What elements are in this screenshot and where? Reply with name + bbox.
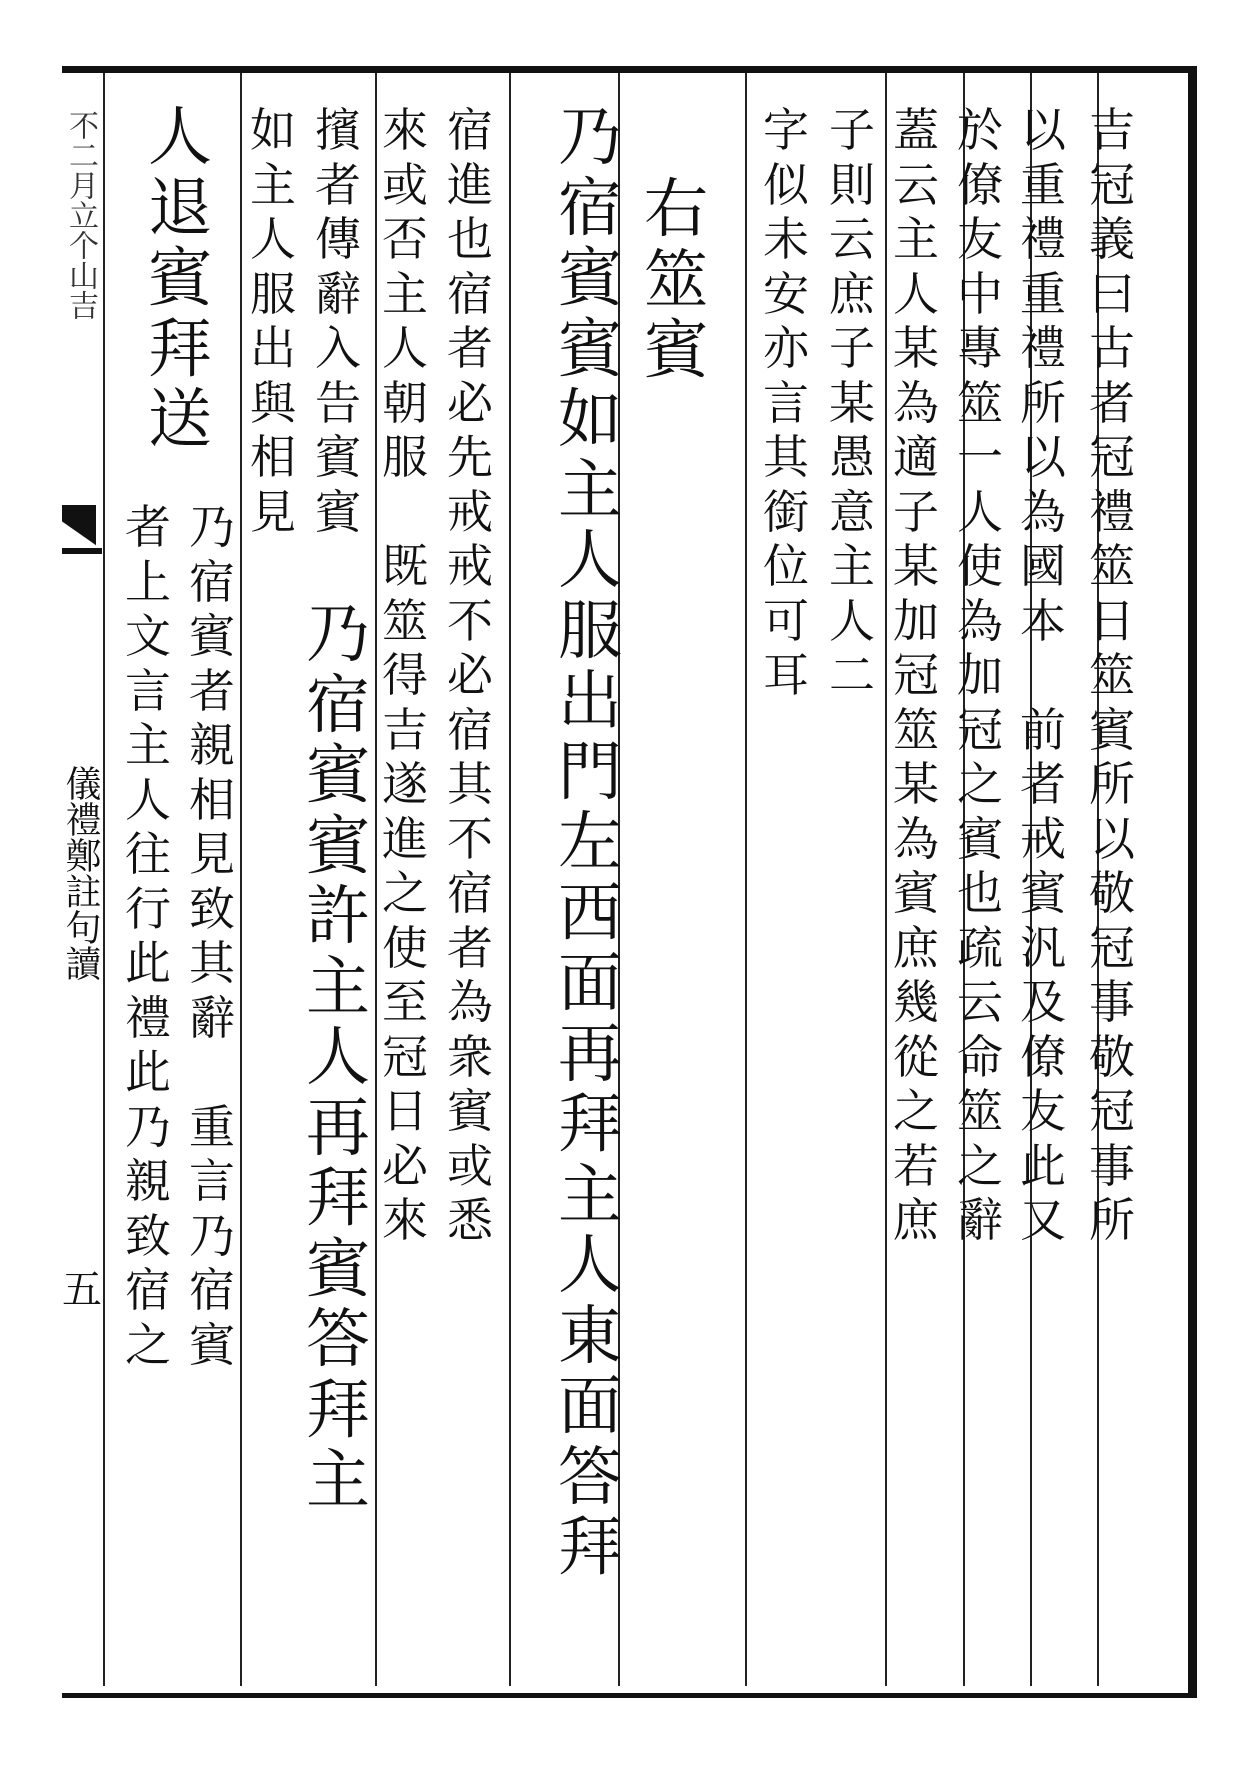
glyph: 意 <box>829 484 875 539</box>
glyph: 宿 <box>447 702 493 757</box>
glyph: 冠 <box>1089 920 1135 975</box>
glyph: 汎 <box>1020 920 1066 975</box>
glyph: 所 <box>1020 375 1066 430</box>
glyph: 門 <box>558 735 622 810</box>
glyph: 拜 <box>148 312 212 387</box>
glyph: 所 <box>1089 1193 1135 1247</box>
glyph <box>382 485 428 540</box>
glyph: 往 <box>125 827 171 881</box>
glyph: 吉 <box>1089 103 1135 157</box>
glyph: 或 <box>382 157 428 212</box>
glyph: 既 <box>382 539 428 593</box>
glyph: 賓 <box>306 1232 370 1307</box>
glyph: 所 <box>1089 757 1135 811</box>
glyph: 來 <box>382 1193 428 1247</box>
glyph: 筮 <box>957 1084 1003 1138</box>
glyph: 人 <box>382 321 428 375</box>
glyph: 從 <box>893 1029 939 1084</box>
glyph: 加 <box>957 648 1003 702</box>
text-column-c5 <box>825 103 879 703</box>
glyph: 此 <box>125 936 171 990</box>
glyph: 冠 <box>1089 430 1135 484</box>
glyph: 敬 <box>1089 1029 1135 1084</box>
glyph: 賓 <box>1020 866 1066 920</box>
glyph: 否 <box>382 212 428 266</box>
glyph: 主 <box>250 157 296 212</box>
glyph: 又 <box>1020 1193 1066 1247</box>
glyph: 使 <box>382 920 428 975</box>
glyph: 於 <box>957 103 1003 157</box>
glyph: 以 <box>1020 103 1066 157</box>
glyph: 重 <box>1020 157 1066 212</box>
text-column-c13 <box>144 103 216 456</box>
glyph: 宿 <box>447 266 493 321</box>
glyph: 賓 <box>315 484 361 539</box>
glyph: 宿 <box>189 554 235 609</box>
glyph: 適 <box>893 430 939 484</box>
glyph: 者 <box>1020 757 1066 811</box>
glyph: 服 <box>250 266 296 321</box>
glyph: 云 <box>893 157 939 212</box>
glyph: 冠 <box>957 702 1003 757</box>
glyph: 愚 <box>829 430 875 484</box>
glyph: 未 <box>763 212 809 266</box>
glyph: 朝 <box>382 375 428 430</box>
glyph: 本 <box>1020 593 1066 648</box>
glyph: 之 <box>957 1138 1003 1193</box>
glyph: 不 <box>447 593 493 648</box>
glyph: 冠 <box>1089 157 1135 212</box>
glyph: 賓 <box>957 811 1003 866</box>
glyph: 可 <box>763 593 809 648</box>
glyph: 筮 <box>1089 539 1135 593</box>
glyph: 筮 <box>644 243 708 318</box>
glyph: 前 <box>1020 702 1066 757</box>
glyph: 相 <box>250 430 296 484</box>
text-column-c11b <box>302 600 374 1517</box>
glyph: 某 <box>829 375 875 430</box>
glyph: 似 <box>763 157 809 212</box>
glyph: 入 <box>315 321 361 375</box>
glyph: 日 <box>382 1084 428 1138</box>
glyph: 使 <box>957 539 1003 593</box>
text-column-c4 <box>889 103 943 1248</box>
glyph: 古 <box>1089 321 1135 375</box>
text-column-c10 <box>378 103 432 1248</box>
glyph: 事 <box>1089 975 1135 1029</box>
glyph: 必 <box>447 648 493 702</box>
glyph: 賓 <box>306 739 370 813</box>
glyph: 筮 <box>893 702 939 757</box>
glyph: 不 <box>447 811 493 866</box>
glyph: 人 <box>893 266 939 321</box>
glyph: 乃 <box>189 1208 235 1263</box>
text-column-c12 <box>246 103 300 539</box>
glyph: 主 <box>306 950 370 1025</box>
glyph: 加 <box>893 593 939 648</box>
glyph: 命 <box>957 1029 1003 1084</box>
glyph: 拜 <box>306 1162 370 1236</box>
glyph: 出 <box>558 665 622 739</box>
glyph: 重 <box>189 1099 235 1154</box>
glyph: 必 <box>447 375 493 430</box>
glyph: 為 <box>957 593 1003 648</box>
glyph: 服 <box>558 594 622 669</box>
glyph: 以 <box>1089 811 1135 866</box>
glyph: 宿 <box>558 171 622 246</box>
glyph: 答 <box>558 1440 622 1515</box>
glyph: 字 <box>763 103 809 157</box>
glyph: 上 <box>125 554 171 609</box>
glyph: 庶 <box>893 920 939 975</box>
column-rule <box>240 73 242 1686</box>
glyph: 也 <box>957 866 1003 920</box>
glyph: 面 <box>558 1370 622 1444</box>
glyph: 進 <box>447 157 493 212</box>
glyph: 人 <box>125 772 171 827</box>
glyph: 禮 <box>125 990 171 1045</box>
glyph: 筮 <box>382 593 428 648</box>
text-column-c15 <box>121 500 175 1372</box>
glyph: 乃 <box>558 101 622 175</box>
glyph: 筮 <box>957 375 1003 430</box>
glyph: 至 <box>382 975 428 1029</box>
glyph: 某 <box>893 321 939 375</box>
glyph: 人 <box>558 524 622 598</box>
glyph: 庶 <box>829 266 875 321</box>
glyph: 賓 <box>1089 702 1135 757</box>
glyph: 及 <box>1020 975 1066 1029</box>
glyph: 為 <box>447 975 493 1029</box>
glyph: 乃 <box>189 500 235 554</box>
glyph: 其 <box>189 936 235 990</box>
glyph: 親 <box>125 1154 171 1208</box>
glyph: 主 <box>382 266 428 321</box>
column-rule <box>885 73 887 1686</box>
glyph: 傳 <box>315 212 361 266</box>
glyph: 者 <box>447 920 493 975</box>
glyph: 冠 <box>1089 1084 1135 1138</box>
glyph: 其 <box>763 430 809 484</box>
glyph: 告 <box>315 375 361 430</box>
glyph: 日 <box>1089 593 1135 648</box>
glyph: 人 <box>306 1021 370 1095</box>
text-column-c9 <box>443 103 497 1248</box>
glyph: 服 <box>382 430 428 484</box>
glyph: 拜 <box>306 1373 370 1448</box>
glyph: 宿 <box>125 1263 171 1317</box>
glyph: 再 <box>306 1091 370 1166</box>
glyph: 賓 <box>315 430 361 484</box>
glyph: 主 <box>558 1158 622 1233</box>
glyph: 人 <box>558 1229 622 1303</box>
glyph: 親 <box>189 718 235 772</box>
glyph: 擯 <box>315 103 361 157</box>
glyph: 之 <box>382 866 428 920</box>
glyph: 主 <box>893 212 939 266</box>
glyph: 也 <box>447 212 493 266</box>
glyph: 禮 <box>1020 321 1066 375</box>
text-column-c2 <box>1016 103 1070 1248</box>
glyph: 冠 <box>382 1029 428 1084</box>
glyph: 遂 <box>382 757 428 811</box>
glyph: 子 <box>829 321 875 375</box>
glyph: 宿 <box>189 1263 235 1317</box>
glyph: 禮 <box>1020 212 1066 266</box>
glyph: 云 <box>957 975 1003 1029</box>
glyph: 賓 <box>306 809 370 884</box>
glyph: 事 <box>1089 1138 1135 1193</box>
folio-number: 五 <box>62 1267 102 1313</box>
glyph: 為 <box>893 811 939 866</box>
glyph: 賓 <box>148 242 212 316</box>
glyph: 友 <box>957 212 1003 266</box>
glyph: 與 <box>250 375 296 430</box>
glyph: 送 <box>148 383 212 457</box>
glyph: 來 <box>382 103 428 157</box>
text-column-c3 <box>953 103 1007 1248</box>
glyph: 賓 <box>644 314 708 388</box>
glyph: 安 <box>763 266 809 321</box>
glyph: 中 <box>957 266 1003 321</box>
margin-top-glyphs: 不二月立个山吉 <box>63 110 98 320</box>
glyph: 疏 <box>957 920 1003 975</box>
glyph: 之 <box>957 757 1003 811</box>
glyph: 悉 <box>447 1193 493 1247</box>
glyph: 相 <box>189 772 235 827</box>
text-column-c14 <box>185 500 239 1372</box>
fold-rule <box>62 548 102 554</box>
glyph: 一 <box>957 430 1003 484</box>
glyph: 致 <box>125 1208 171 1263</box>
glyph: 重 <box>1020 266 1066 321</box>
glyph: 退 <box>148 171 212 246</box>
glyph: 僚 <box>957 157 1003 212</box>
glyph: 戒 <box>1020 811 1066 866</box>
glyph: 冠 <box>893 648 939 702</box>
glyph: 必 <box>382 1138 428 1193</box>
glyph: 致 <box>189 881 235 936</box>
book-title: 儀禮鄭註句讀 <box>60 765 101 981</box>
glyph: 蓋 <box>893 103 939 157</box>
glyph: 此 <box>125 1045 171 1099</box>
glyph: 見 <box>189 827 235 881</box>
glyph: 敬 <box>1089 866 1135 920</box>
glyph: 為 <box>1020 484 1066 539</box>
glyph: 宿 <box>447 103 493 157</box>
glyph: 吉 <box>382 702 428 757</box>
glyph: 言 <box>125 663 171 718</box>
glyph: 賓 <box>558 312 622 387</box>
glyph: 子 <box>829 103 875 157</box>
glyph: 位 <box>763 539 809 593</box>
glyph: 文 <box>125 609 171 663</box>
glyph: 云 <box>829 212 875 266</box>
glyph: 者 <box>125 500 171 554</box>
glyph: 人 <box>829 593 875 648</box>
glyph: 左 <box>558 806 622 880</box>
glyph: 言 <box>189 1154 235 1208</box>
glyph: 再 <box>558 1017 622 1092</box>
glyph: 辭 <box>315 266 361 321</box>
glyph: 宿 <box>447 866 493 920</box>
glyph: 見 <box>250 484 296 539</box>
glyph: 辭 <box>189 990 235 1045</box>
glyph: 乃 <box>306 598 370 672</box>
glyph: 其 <box>447 757 493 811</box>
glyph: 右 <box>644 173 708 247</box>
glyph <box>189 1045 235 1100</box>
glyph: 則 <box>829 157 875 212</box>
glyph: 先 <box>447 430 493 484</box>
text-column-c7 <box>640 175 712 387</box>
glyph: 得 <box>382 648 428 702</box>
glyph: 友 <box>1020 1084 1066 1138</box>
glyph: 行 <box>125 881 171 936</box>
glyph: 專 <box>957 321 1003 375</box>
glyph: 宿 <box>306 668 370 743</box>
glyph: 面 <box>558 947 622 1021</box>
glyph: 主 <box>306 1444 370 1518</box>
glyph: 乃 <box>125 1099 171 1154</box>
glyph: 西 <box>558 876 622 951</box>
glyph: 戒 <box>447 539 493 593</box>
glyph: 耳 <box>763 648 809 702</box>
glyph: 筮 <box>1089 648 1135 702</box>
glyph: 許 <box>306 880 370 954</box>
glyph: 者 <box>189 663 235 718</box>
glyph: 如 <box>250 103 296 157</box>
glyph: 之 <box>893 1084 939 1138</box>
glyph: 禮 <box>1089 484 1135 539</box>
column-rule <box>745 73 747 1686</box>
glyph: 辭 <box>957 1193 1003 1247</box>
glyph: 賓 <box>893 866 939 920</box>
glyph: 亦 <box>763 321 809 375</box>
glyph: 出 <box>250 321 296 375</box>
glyph: 賓 <box>189 1317 235 1372</box>
glyph: 答 <box>306 1303 370 1377</box>
glyph: 幾 <box>893 975 939 1029</box>
glyph: 國 <box>1020 539 1066 593</box>
glyph: 賓 <box>447 1084 493 1138</box>
glyph: 者 <box>447 321 493 375</box>
text-column-c1 <box>1085 103 1139 1248</box>
glyph: 主 <box>125 718 171 772</box>
glyph <box>1020 648 1066 703</box>
glyph: 義 <box>1089 212 1135 266</box>
glyph: 進 <box>382 811 428 866</box>
glyph: 賓 <box>189 609 235 663</box>
glyph: 之 <box>125 1317 171 1372</box>
glyph: 庶 <box>893 1193 939 1247</box>
glyph: 某 <box>893 539 939 593</box>
glyph: 東 <box>558 1299 622 1374</box>
glyph: 拜 <box>558 1511 622 1585</box>
glyph: 某 <box>893 757 939 811</box>
glyph: 如 <box>558 383 622 457</box>
glyph: 者 <box>1089 375 1135 430</box>
glyph: 僚 <box>1020 1029 1066 1084</box>
glyph: 主 <box>829 539 875 593</box>
column-rule <box>509 73 511 1686</box>
glyph: 戒 <box>447 484 493 539</box>
glyph: 二 <box>829 648 875 702</box>
text-column-c11 <box>311 103 365 539</box>
column-rule <box>375 73 377 1686</box>
glyph: 或 <box>447 1138 493 1193</box>
text-column-c8 <box>554 103 626 1584</box>
glyph: 銜 <box>763 484 809 539</box>
glyph: 曰 <box>1089 266 1135 321</box>
glyph: 主 <box>558 453 622 528</box>
glyph: 賓 <box>558 242 622 316</box>
glyph: 言 <box>763 375 809 430</box>
glyph: 以 <box>1020 430 1066 484</box>
column-rule <box>103 73 105 1686</box>
glyph: 衆 <box>447 1029 493 1084</box>
glyph: 拜 <box>558 1088 622 1162</box>
glyph: 子 <box>893 484 939 539</box>
glyph: 者 <box>315 157 361 212</box>
glyph: 為 <box>893 375 939 430</box>
glyph: 若 <box>893 1138 939 1193</box>
glyph: 此 <box>1020 1138 1066 1193</box>
glyph: 人 <box>957 484 1003 539</box>
text-column-c6 <box>759 103 813 703</box>
glyph: 人 <box>148 101 212 175</box>
glyph: 人 <box>250 212 296 266</box>
